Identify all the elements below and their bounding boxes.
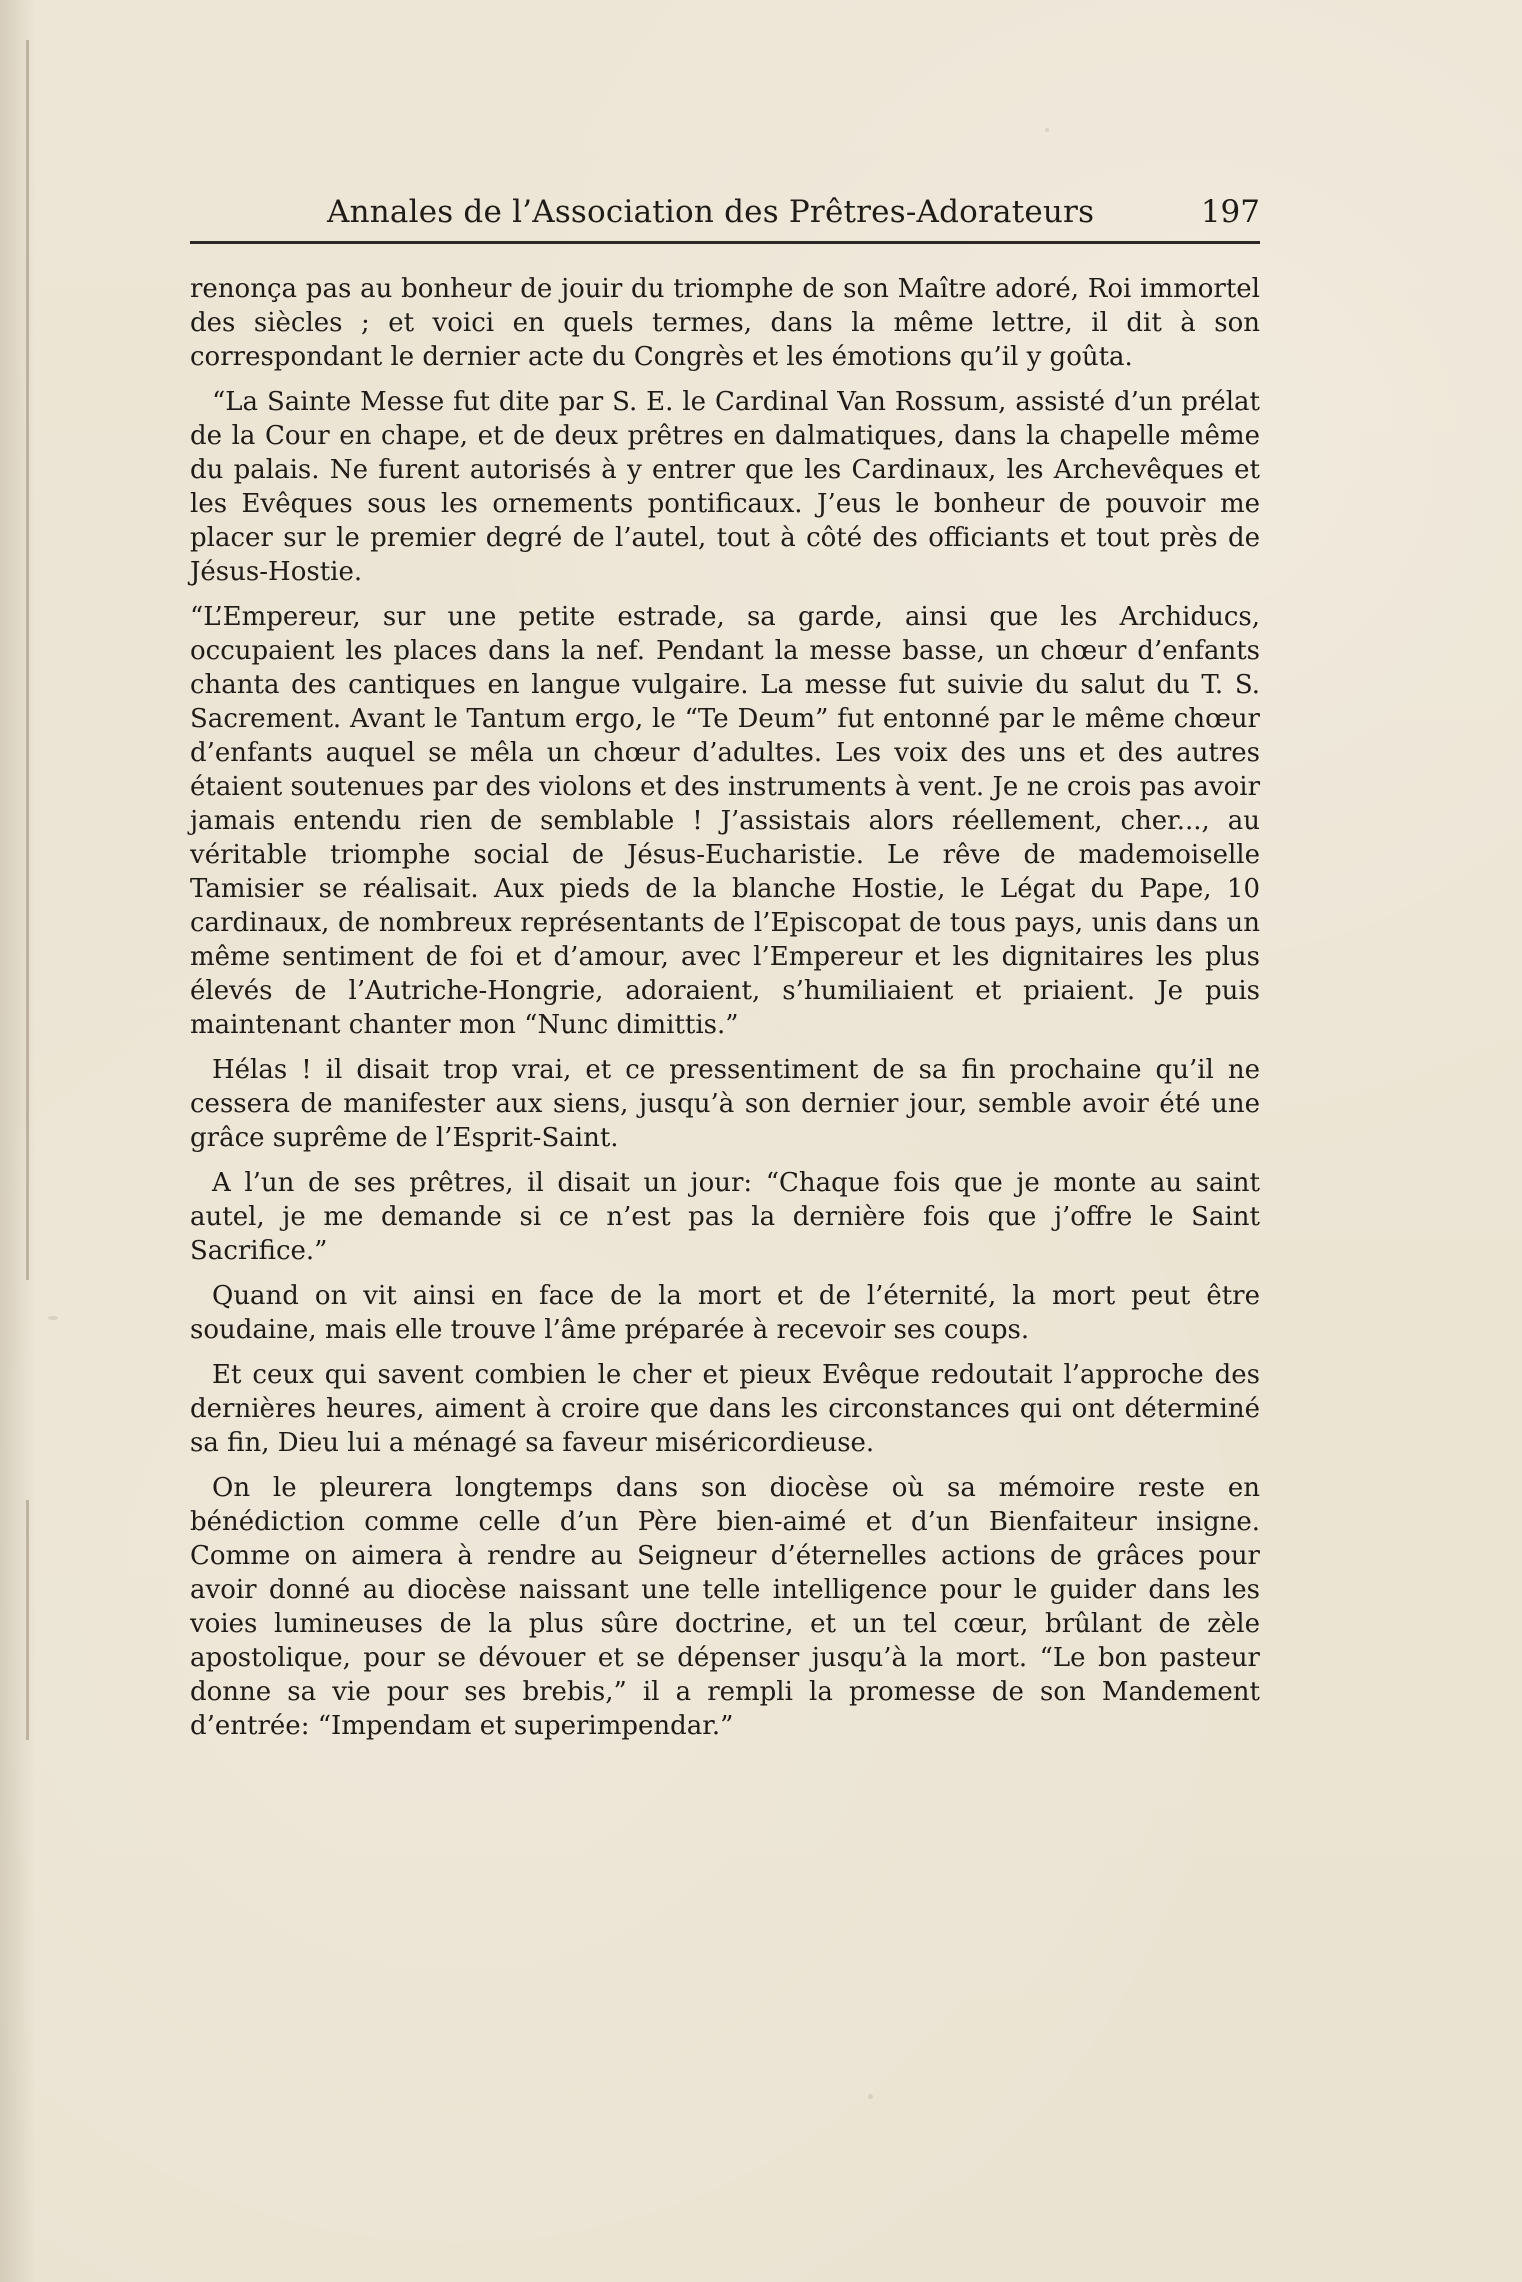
ink-speck [48,1316,58,1320]
binding-mark-top [26,40,29,1280]
paragraph: Quand on vit ainsi en face de la mort et de l’éternité, la mort peut être soudaine, mais elle trouve l’âme préparée à recevoir ses coups. [190,1281,1260,1345]
paragraph: A l’un de ses prêtres, il disait un jour: “Chaque fois que je monte au saint autel, je me demande si ce n’est pas la dernière fois que j’offre le Saint Sacrifice.” [190,1168,1260,1266]
paragraph: renonça pas au bonheur de jouir du triomphe de son Maître adoré, Roi immortel des siècles ; et voici en quels termes, dans la même lettre, il dit à son correspondant le dernier acte du Congrès et les émotions qu’il y goûta. [190,274,1260,372]
paragraph: Hélas ! il disait trop vrai, et ce pressentiment de sa fin prochaine qu’il ne cessera de manifester aux siens, jusqu’à son dernier jour, semble avoir été une grâce suprême de l’Esprit-Saint. [190,1055,1260,1153]
paragraph: Et ceux qui savent combien le cher et pieux Evêque redoutait l’approche des dernières heures, aiment à croire que dans les circonstances qui ont déterminé sa fin, Dieu lui a ménagé sa faveur miséricordieuse. [190,1360,1260,1458]
binding-mark-bottom [26,1500,29,1740]
ink-speck [1045,128,1049,132]
page-number: 197 [1200,194,1260,230]
paragraph: On le pleurera longtemps dans son diocèse où sa mémoire reste en bénédiction comme celle d’un Père bien-aimé et d’un Bienfaiteur insigne. Comme on aimera à rendre au Seigneur d’éternelles actions de grâces pour avoir donné au diocèse naissant une telle intelligence pour le guider dans les voies lumineuses de la plus sûre doctrine, et un tel cœur, brûlant de zèle apostolique, pour se dévouer et se dépenser jusqu’à la mort. “Le bon pasteur donne sa vie pour ses brebis,” il a rempli la promesse de son Mandement d’entrée: “Impendam et superimpendar.” [190,1473,1260,1741]
main-text [190,272,1260,1754]
page-header [190,190,1260,234]
header-rule [190,241,1260,244]
ink-speck [868,2094,873,2099]
binding-shadow [0,0,36,2282]
running-title: Annales de l’Association des Prêtres-Adorateurs [327,194,1095,230]
paragraph: “L’Empereur, sur une petite estrade, sa garde, ainsi que les Archiducs, occupaient les places dans la nef. Pendant la messe basse, un chœur d’enfants chanta des cantiques en langue vulgaire. La messe fut suivie du salut du T. S. Sacrement. Avant le Tantum ergo, le “Te Deum” fut entonné par le même chœur d’enfants auquel se mêla un chœur d’adultes. Les voix des uns et des autres étaient soutenues par des violons et des instruments à vent. Je ne crois pas avoir jamais entendu rien de semblable ! J’assistais alors réellement, cher..., au véritable triomphe social de Jésus-Eucharistie. Le rêve de mademoiselle Tamisier se réalisait. Aux pieds de la blanche Hostie, le Légat du Pape, 10 cardinaux, de nombreux représentants de l’Episcopat de tous pays, unis dans un même sentiment de foi et d’amour, avec l’Empereur et les dignitaires les plus élevés de l’Autriche-Hongrie, adoraient, s’humiliaient et priaient. Je puis maintenant chanter mon “Nunc dimittis.” [190,602,1260,1040]
paragraph: “La Sainte Messe fut dite par S. E. le Cardinal Van Rossum, assisté d’un prélat de la Cour en chape, et de deux prêtres en dalmatiques, dans la chapelle même du palais. Ne furent autorisés à y entrer que les Cardinaux, les Archevêques et les Evêques sous les ornements pontificaux. J’eus le bonheur de pouvoir me placer sur le premier degré de l’autel, tout à côté des officiants et tout près de Jésus-Hostie. [190,387,1260,587]
